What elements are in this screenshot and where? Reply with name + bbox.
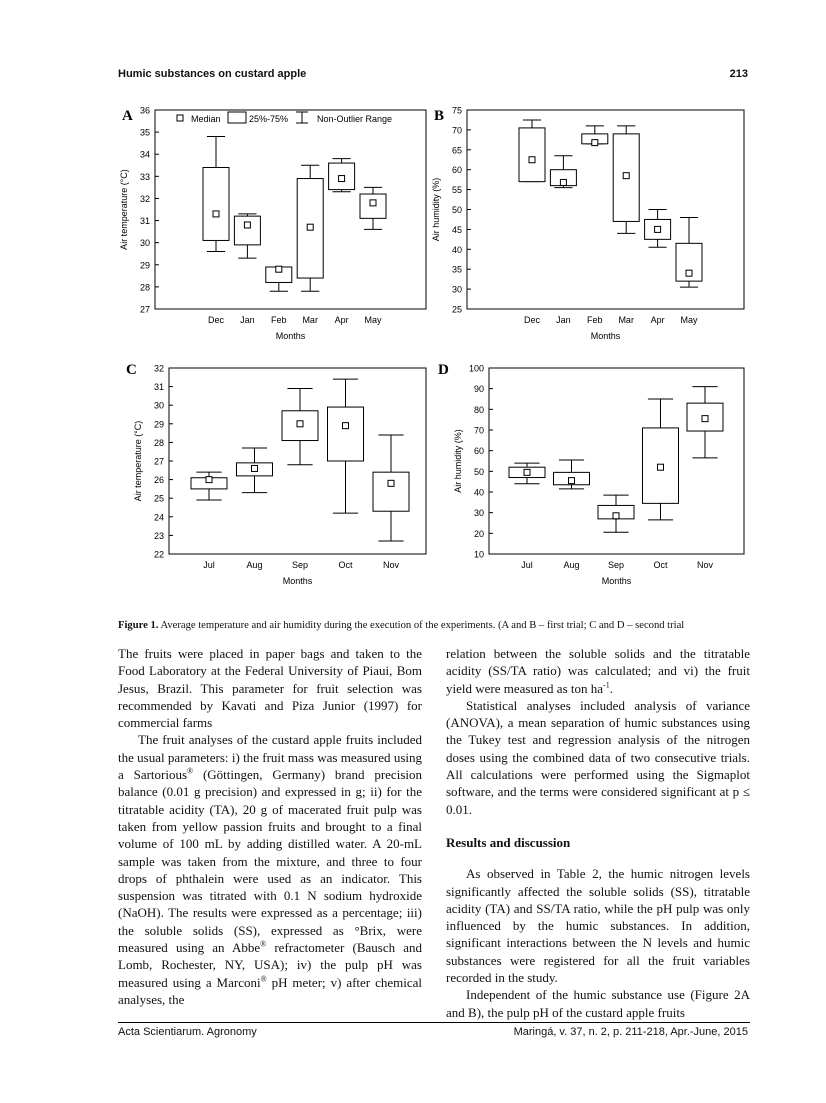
text-run: pH meter; v) after chemical analyses, the — [118, 974, 422, 1007]
y-tick-label: 50 — [473, 466, 484, 477]
figure-panel-b — [431, 100, 744, 350]
section-heading: Results and discussion — [446, 834, 571, 850]
paragraph — [446, 645, 750, 697]
box-iqr — [203, 167, 229, 240]
paragraph: The fruits were placed in paper bags and taken to the Food Laboratory at the Federal University of Piaui, Bom Jesus, Brazil. This parameter for fruit selection was recommended by Kavati and Piza Junior (1997) for commercial farms — [118, 646, 422, 731]
left-column — [118, 645, 422, 1008]
x-tick-label: Nov — [382, 560, 400, 570]
y-axis-label: Air humidity (%) — [431, 177, 441, 242]
figure-caption — [118, 620, 750, 631]
x-tick-label: Aug — [563, 560, 580, 570]
page-number: 213 — [729, 68, 748, 80]
x-tick-label: Dec — [523, 315, 541, 325]
x-tick-label: Jan — [240, 315, 255, 325]
y-axis-label: Air humidity (%) — [453, 429, 463, 493]
y-tick-label: 32 — [153, 363, 164, 374]
footer-citation: Maringá, v. 37, n. 2, p. 211-218, Apr.-June, 2015 — [513, 1026, 748, 1038]
x-tick-label: Sep — [291, 560, 309, 570]
text-run: The fruit analyses of the custard apple fruits included the usual parameters: i) the fruit mass was measured using a Sartorious — [118, 732, 422, 783]
median-marker — [560, 179, 566, 185]
median-marker — [655, 226, 661, 232]
x-axis-label: Months — [282, 576, 313, 586]
plot-frame — [169, 368, 426, 554]
panel-label-a: A — [122, 108, 133, 124]
chart-c — [118, 360, 428, 605]
median-marker — [206, 477, 212, 483]
y-tick-label: 24 — [153, 512, 164, 523]
caption-text: Average temperature and air humidity during the execution of the experiments. (A and B – first trial; C and D – second trial — [160, 620, 685, 631]
y-tick-label: 27 — [139, 304, 150, 315]
y-tick-label: 75 — [451, 105, 462, 116]
x-tick-label: Feb — [587, 315, 603, 325]
x-tick-label: Jul — [203, 560, 215, 570]
caption-label: Figure 1. — [118, 620, 159, 631]
text-run: (Göttingen, Germany) brand precision balance (0.01 g precision) and expressed in g; ii) for the titratable acidity (TA), 20 g of macerated fruit pulp was taken from yellow passion fruits and brought to a final volume of 100 mL by adding distilled water. A 20-mL sample was taken from the mixture, and three to four drops of phthalein were used as an indicator. This suspension was titrated with 0.1 N sodium hydroxide (NaOH). The results were expressed as a percentage; iii) the soluble solids (SS), expressed as °Brix, were measured using an Abbe — [118, 767, 422, 956]
y-tick-label: 60 — [473, 446, 484, 457]
y-tick-label: 35 — [139, 127, 150, 138]
y-tick-label: 40 — [451, 244, 462, 255]
median-marker — [339, 176, 345, 182]
box-iqr — [373, 472, 409, 511]
box-plot-d — [453, 364, 723, 587]
y-tick-label: 30 — [153, 400, 164, 411]
median-marker — [370, 200, 376, 206]
box-plot-c — [133, 364, 409, 587]
box-iqr — [519, 128, 545, 182]
y-tick-label: 10 — [473, 549, 484, 560]
median-marker — [524, 469, 530, 475]
x-tick-label: Nov — [696, 560, 714, 570]
y-tick-label: 80 — [473, 404, 484, 415]
y-tick-label: 100 — [468, 363, 484, 374]
registered-mark: ® — [187, 766, 194, 776]
y-tick-label: 45 — [451, 224, 462, 235]
text-run: refractometer (Bausch and Lomb, Rochester, NY, USA); iv) the pulp pH was measured using a Marconi — [118, 940, 422, 990]
y-tick-label: 29 — [139, 260, 150, 271]
x-axis-label: Months — [590, 331, 621, 341]
y-axis-label: Air temperature (°C) — [119, 169, 129, 250]
y-tick-label: 70 — [473, 425, 484, 436]
panel-label-c: C — [126, 362, 137, 378]
y-tick-label: 28 — [153, 437, 164, 448]
x-tick-label: Dec — [207, 315, 225, 325]
x-tick-label: Oct — [653, 560, 668, 570]
y-tick-label: 36 — [139, 105, 150, 116]
median-marker — [529, 157, 535, 163]
legend-box-label: 25%-75% — [249, 114, 289, 124]
paragraph: Statistical analyses included analysis of variance (ANOVA), a mean separation of humic substances using the Tukey test and regression analysis of the nitrogen doses using the combined data of two consecutive trials. All calculations were performed using the Sigmaplot software, and the terms were considered significant at p ≤ 0.01. — [446, 697, 750, 817]
figure-panel-d — [434, 360, 744, 610]
median-marker — [213, 211, 219, 217]
x-axis-label: Months — [275, 331, 306, 341]
median-marker — [297, 421, 303, 427]
median-marker — [276, 266, 282, 272]
median-marker — [686, 270, 692, 276]
legend-median-icon — [177, 115, 183, 121]
y-tick-label: 33 — [139, 171, 150, 182]
median-marker — [307, 224, 313, 230]
registered-mark: ® — [260, 939, 267, 949]
median-marker — [252, 465, 258, 471]
median-marker — [623, 173, 629, 179]
footer-journal: Acta Scientiarum. Agronomy — [118, 1026, 257, 1038]
registered-mark: ® — [260, 974, 267, 984]
x-tick-label: Apr — [334, 315, 349, 325]
panel-label-b: B — [434, 108, 445, 124]
y-axis-label: Air temperature (°C) — [133, 420, 143, 502]
x-axis-label: Months — [601, 576, 632, 586]
median-marker — [343, 423, 349, 429]
median-marker — [613, 513, 619, 519]
chart-b — [431, 100, 744, 345]
right-column — [446, 645, 750, 1021]
y-tick-label: 28 — [139, 282, 150, 293]
figure-panel-c — [118, 360, 428, 610]
x-tick-label: Apr — [650, 315, 665, 325]
y-tick-label: 40 — [473, 487, 484, 498]
text-run: . — [609, 680, 613, 696]
y-tick-label: 25 — [153, 493, 164, 504]
x-tick-label: Mar — [302, 315, 318, 325]
legend-box-icon — [228, 112, 246, 123]
text-run: relation between the soluble solids and the titratable acidity (SS/TA ratio) was calculated; and vi) the fruit yield were measured as ton ha — [446, 646, 750, 696]
x-tick-label: Jul — [521, 560, 533, 570]
box-plot-b — [431, 106, 702, 342]
y-tick-label: 50 — [451, 205, 462, 215]
y-tick-label: 32 — [139, 193, 150, 204]
median-marker — [569, 478, 575, 484]
x-tick-label: Aug — [246, 560, 263, 570]
x-tick-label: Sep — [607, 560, 625, 570]
x-tick-label: Jan — [556, 315, 571, 325]
y-tick-label: 31 — [153, 382, 164, 393]
chart-legend — [177, 112, 392, 124]
superscript: -1 — [603, 680, 610, 690]
legend-median-label: Median — [191, 114, 221, 124]
running-header-title: Humic substances on custard apple — [118, 68, 307, 80]
y-tick-label: 31 — [139, 216, 150, 227]
x-tick-label: Mar — [618, 315, 634, 325]
x-tick-label: Oct — [338, 560, 353, 570]
figure-panel-a — [118, 100, 428, 350]
box-iqr — [234, 216, 260, 245]
y-tick-label: 60 — [451, 165, 462, 176]
median-marker — [244, 222, 250, 228]
y-tick-label: 29 — [153, 419, 164, 430]
median-marker — [702, 416, 708, 422]
x-tick-label: Feb — [271, 315, 287, 325]
y-tick-label: 65 — [451, 145, 462, 156]
chart-d — [434, 360, 744, 605]
y-tick-label: 55 — [451, 185, 462, 196]
chart-a — [118, 100, 428, 345]
paragraph: Independent of the humic substance use (Figure 2A and B), the pulp pH of the custard apple fruits — [446, 987, 750, 1020]
y-tick-label: 90 — [473, 384, 484, 395]
footer-rule — [118, 1022, 750, 1023]
y-tick-label: 20 — [473, 528, 484, 539]
y-tick-label: 26 — [153, 475, 164, 486]
y-tick-label: 23 — [153, 530, 164, 541]
y-tick-label: 30 — [473, 508, 484, 519]
median-marker — [388, 480, 394, 486]
median-marker — [592, 140, 598, 146]
paragraph: As observed in Table 2, the humic nitrogen levels significantly affected the soluble solids (SS), titratable acidity (TA) and SS/TA ratio, while the pH pulp was only influenced by the humic substances. In addition, significant interactions between the N levels and humic substances were registered for all the fruit variables recorded in the study. — [446, 866, 750, 986]
y-tick-label: 34 — [139, 149, 150, 160]
x-tick-label: May — [680, 315, 698, 325]
median-marker — [658, 464, 664, 470]
y-tick-label: 25 — [451, 304, 462, 315]
y-tick-label: 22 — [153, 549, 164, 560]
x-tick-label: May — [364, 315, 382, 325]
legend-range-label: Non-Outlier Range — [317, 114, 393, 124]
paragraph — [118, 731, 422, 1008]
y-tick-label: 30 — [451, 284, 462, 295]
y-tick-label: 35 — [451, 264, 462, 275]
box-iqr — [328, 407, 364, 461]
y-tick-label: 30 — [139, 238, 150, 249]
y-tick-label: 70 — [451, 125, 462, 136]
box-plot-a — [119, 106, 386, 342]
panel-label-d: D — [438, 362, 449, 378]
y-tick-label: 27 — [153, 456, 164, 467]
